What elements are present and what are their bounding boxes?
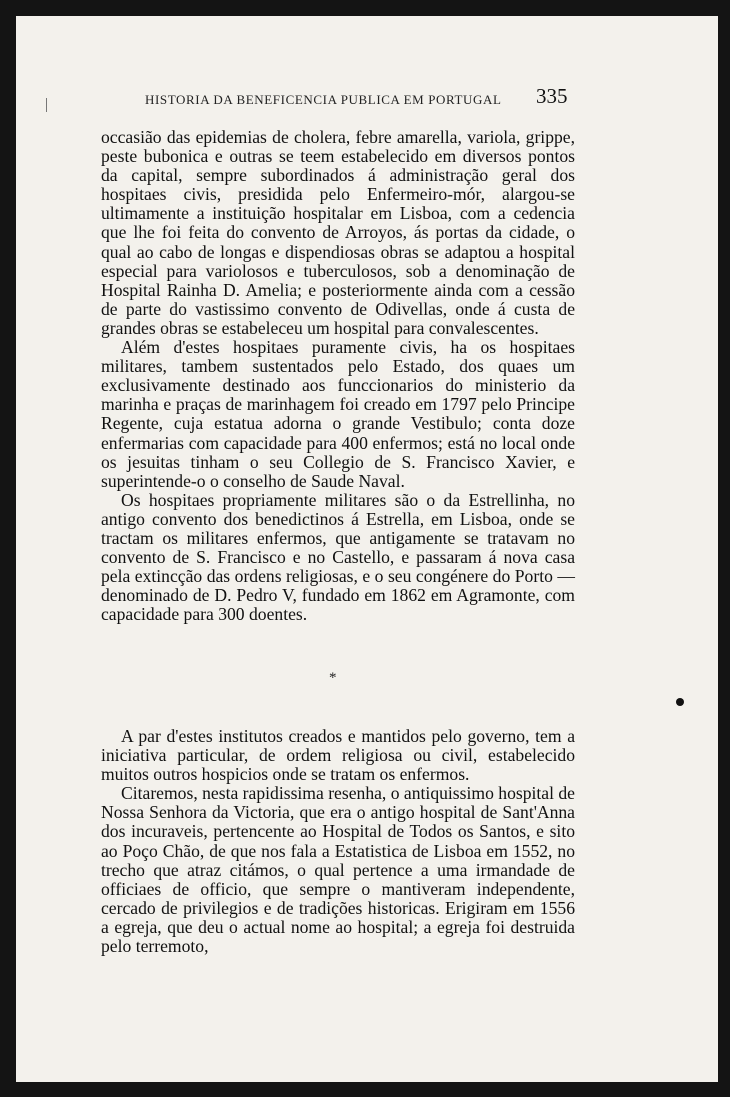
- paragraph: A par d'estes institutos creados e mantidos pelo governo, tem a iniciativa particular, de ordem religiosa ou civil, estabelecido muitos outros hospicios onde se tratam os enfermos.: [101, 726, 575, 785]
- page-number: 335: [536, 84, 568, 108]
- section-2-text: [101, 727, 575, 956]
- paragraph: Os hospitaes propriamente militares são o da Estrellinha, no antigo convento dos benedictinos á Estrella, em Lisboa, onde se tractam os militares enfermos, que antigamente se tratavam no convento de S. Francisco e no Castello, e passaram á nova casa pela extincção das ordens religiosas, e o seu congénere do Porto — denominado de D. Pedro V, fundado em 1862 em Agramonte, com capacidade para 300 doentes.: [101, 489, 575, 625]
- paragraph: Além d'estes hospitaes puramente civis, ha os hospitaes militares, tambem sustentados pelo Estado, dos quaes um exclusivamente destinado aos funccionarios do ministerio da marinha e praças de marinhagem foi creado em 1797 pelo Principe Regente, cuja estatua adorna o grande Vestibulo; conta doze enfermarias com capacidade para 400 enfermos; está no local onde os jesuitas tinham o seu Collegio de S. Francisco Xavier, e superintende-o o conselho de Saude Naval.: [101, 337, 575, 491]
- paragraph: occasião das epidemias de cholera, febre amarella, variola, grippe, peste bubonica e outras se teem estabelecido em diversos pontos da capital, sempre subordinados á administração geral dos hospitaes civis, presidida pelo Enfermeiro-mór, alargou-se ultimamente a instituição hospitalar em Lisboa, com a cedencia que lhe foi feita do convento de Arroyos, ás portas da cidade, o qual ao cabo de longas e dispendiosas obras se adaptou a hospital especial para variolosos e tuberculosos, sob a denominação de Hospital Rainha D. Amelia; e posteriormente ainda com a cessão de parte do vastissimo convento de Odivellas, onde á custa de grandes obras se estabeleceu um hospital para convalescentes.: [101, 127, 575, 338]
- section-1-text: [101, 128, 575, 624]
- ink-spot: [676, 698, 684, 706]
- margin-mark: [46, 98, 47, 112]
- section-divider: *: [329, 670, 337, 686]
- running-head: HISTORIA DA BENEFICENCIA PUBLICA EM PORTUGAL: [145, 92, 502, 107]
- paragraph: Citaremos, nesta rapidissima resenha, o antiquissimo hospital de Nossa Senhora da Victoria, que era o antigo hospital de Sant'Anna dos incuraveis, pertencente ao Hospital de Todos os Santos, e sito ao Poço Chão, de que nos fala a Estatistica de Lisboa em 1552, no trecho que atraz citámos, o qual pertence a uma irmandade de officiaes de officio, que sempre o mantiveram independente, cercado de privilegios e de tradições historicas. Erigiram em 1556 a egreja, que deu o actual nome ao hospital; a egreja foi destruida pelo terremoto,: [101, 783, 575, 957]
